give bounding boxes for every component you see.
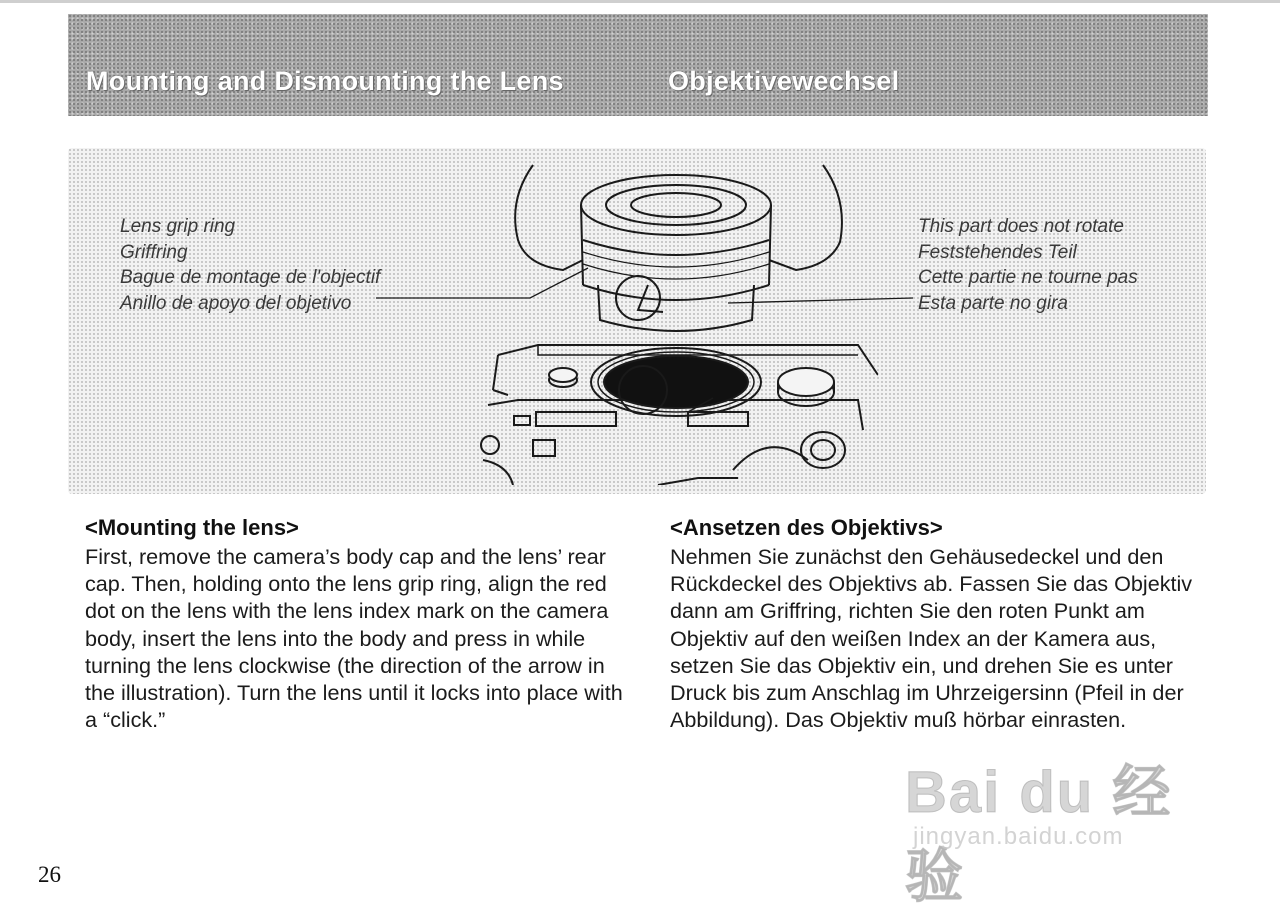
- section-title-german: Objektivewechsel: [668, 66, 900, 96]
- baidu-watermark: [905, 745, 1195, 909]
- callout-leader-lines: [68, 148, 1206, 494]
- section-header-band: [68, 14, 1208, 116]
- callout-text: Griffring: [120, 241, 188, 263]
- callout-text: This part does not rotate: [918, 216, 1124, 237]
- callout-text: Bague de montage de l'objectif: [120, 267, 381, 288]
- watermark-url: jingyan.baidu.com: [913, 823, 1124, 850]
- watermark-brand: Bai du 经验: [905, 760, 1173, 909]
- callout-fixed-part: [918, 214, 1138, 316]
- callout-text: Esta parte no gira: [918, 292, 1068, 314]
- callout-text: Anillo de apoyo del objetivo: [120, 292, 352, 314]
- callout-text: Feststehendes Teil: [918, 241, 1077, 263]
- english-instructions: [85, 515, 625, 733]
- english-body: First, remove the camera’s body cap and the lens’ rear cap. Then, holding onto the lens grip ring, align the red dot on the lens with the lens index mark on the camera body, insert the lens into the body and press in while turning the lens clockwise (the direction of the arrow in the illustration). Turn the lens until it locks into place with a “click.”: [85, 544, 623, 733]
- page-number: 26: [38, 862, 61, 887]
- lens-mounting-figure: [68, 148, 1206, 494]
- section-title-english: Mounting and Dismounting the Lens: [86, 66, 564, 96]
- page-edge-line: [0, 0, 1280, 3]
- english-heading: <Mounting the lens>: [85, 515, 299, 540]
- german-body: Nehmen Sie zunächst den Gehäusedeckel und den Rückdeckel des Objektivs ab. Fassen Sie das Objektiv dann am Griffring, richten Sie den roten Punkt am Objektiv auf den weißen Index an der Kamera aus, setzen Sie das Objektiv ein, und drehen Sie es unter Druck bis zum Anschlag im Uhrzeigersinn (Pfeil in der Abbildung). Das Objektiv muß hörbar einrasten.: [670, 544, 1193, 733]
- callout-text: Cette partie ne tourne pas: [918, 267, 1138, 288]
- callout-text: Lens grip ring: [120, 216, 236, 237]
- german-instructions: [670, 515, 1210, 733]
- german-heading: <Ansetzen des Objektivs>: [670, 515, 943, 540]
